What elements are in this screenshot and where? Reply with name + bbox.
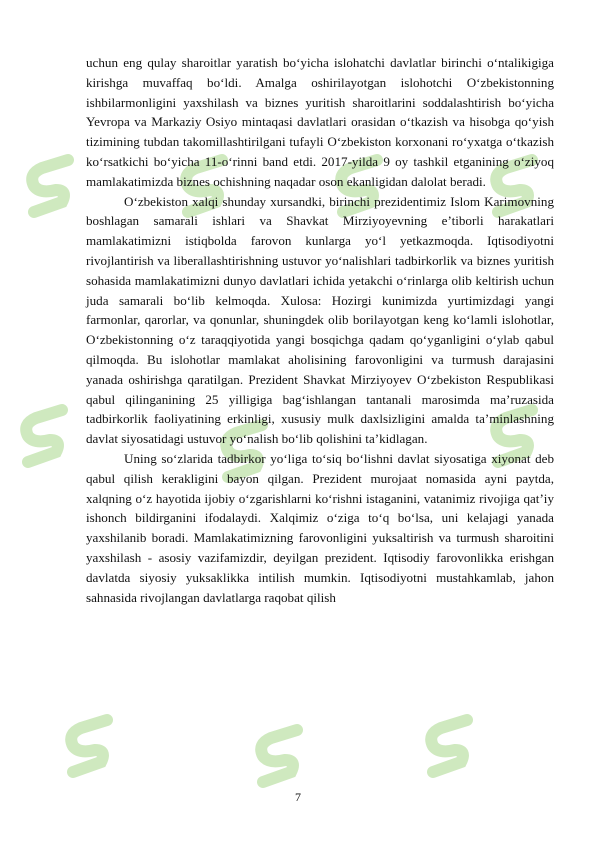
paragraph-1: uchun eng qulay sharoitlar yaratish bo‘yicha islohatchi davlatlar birinchi o‘ntalikigiga kirishga muvaffaq bo‘ldi. Amalga oshirilayotgan islohotchi O‘zbekistonning ishbilarmonligini yaxshilash va biznes yuritish sharoitlarini soddalashtirish bo‘yicha Yevropa va Markaziy Osiyo mintaqasi davlatlari orasidan o‘tkazish va hisobga qo‘yish tizimining tubdan takomillashtirilgani tufayli O‘zbekiston korxonani ro‘yxatga o‘tkazish ko‘rsatkichi bo‘yicha 11-o‘rinni band etdi. 2017-yilda 9 oy tashkil etganining o‘ziyoq mamlakatimizda biznes ochishning naqadar oson ekanligidan dalolat beradi. — [86, 55, 554, 189]
document-body — [86, 53, 554, 607]
green-s-logo-icon — [55, 710, 125, 780]
green-s-logo-icon — [415, 710, 485, 780]
page-number: 7 — [295, 790, 301, 804]
green-s-logo-icon — [10, 400, 80, 470]
paragraph-2: O‘zbekiston xalqi shunday xursandki, birinchi prezidentimiz Islom Karimovning boshlagan samarali ishlari va Shavkat Mirziyoyevning e’tiborli harakatlari mamlakatimizni istiqbolda farovon kunlarga yo‘l yetkazmoqda. Iqtisodiyotni rivojlantirish va liberallashtirishning ustuvor yo‘nalishlari tadbirkorlik va biznes yuritish sohasida mamlakatimizni dunyo davlatlari ichida yetakchi o‘rinlarga olib keltirish uchun juda samarali bo‘lib kelmoqda. Xulosa: Hozirgi kunimizda yurtimizdagi yangi farmonlar, qarorlar, va qonunlar, shuningdek olib borilayotgan keng ko‘lamli islohotlar, O‘zbekistonning o‘z taraqqiyotida yangi bosqichga qadam qo‘yganligini o‘ylab qabul qilmoqda. Bu islohotlar mamlakat aholisining farovonligini va turmush darajasini yanada oshirishga qaratilgan. Prezident Shavkat Mirziyoyev O‘zbekiston Respublikasi qabul qilinganining 25 yilligiga bag‘ishlangan tantanali marosimda ma’ruzasida tadbirkorlik faoliyatining erkinligi, xususiy mulk daxlsizligini amalda ta’minlashning davlat siyosatidagi ustuvor yo‘nalish bo‘lib qolishini ta’kidlagan. — [86, 193, 554, 447]
paragraph-3: Uning so‘zlarida tadbirkor yo‘liga to‘siq bo‘lishni davlat siyosatiga xiyonat deb qabul qilish kerakligini bayon qilgan. Prezident murojaat nomasida ayni paytda, xalqning o‘z hayotida ijobiy o‘zgarishlarni ko‘rishni istaganini, vatanimiz rivojiga qat’iy ishonch bildirganini ifodalaydi. Xalqimiz o‘ziga to‘q bo‘lsa, uni kelajagi yanada yaxshilanib boradi. Mamlakatimizning farovonligini yuksaltirish va turmush sharoitini yaxshilash - asosiy vazifamizdir, deyilgan prezident. Iqtisodiy farovonlikka erishgan davlatda siyosiy yuksaklikka intilish mumkin. Iqtisodiyotni mustahkamlab, jahon sahnasida rivojlangan davlatlarga raqobat qilish — [86, 450, 554, 605]
green-s-logo-icon — [16, 150, 86, 220]
green-s-logo-icon — [245, 720, 315, 790]
